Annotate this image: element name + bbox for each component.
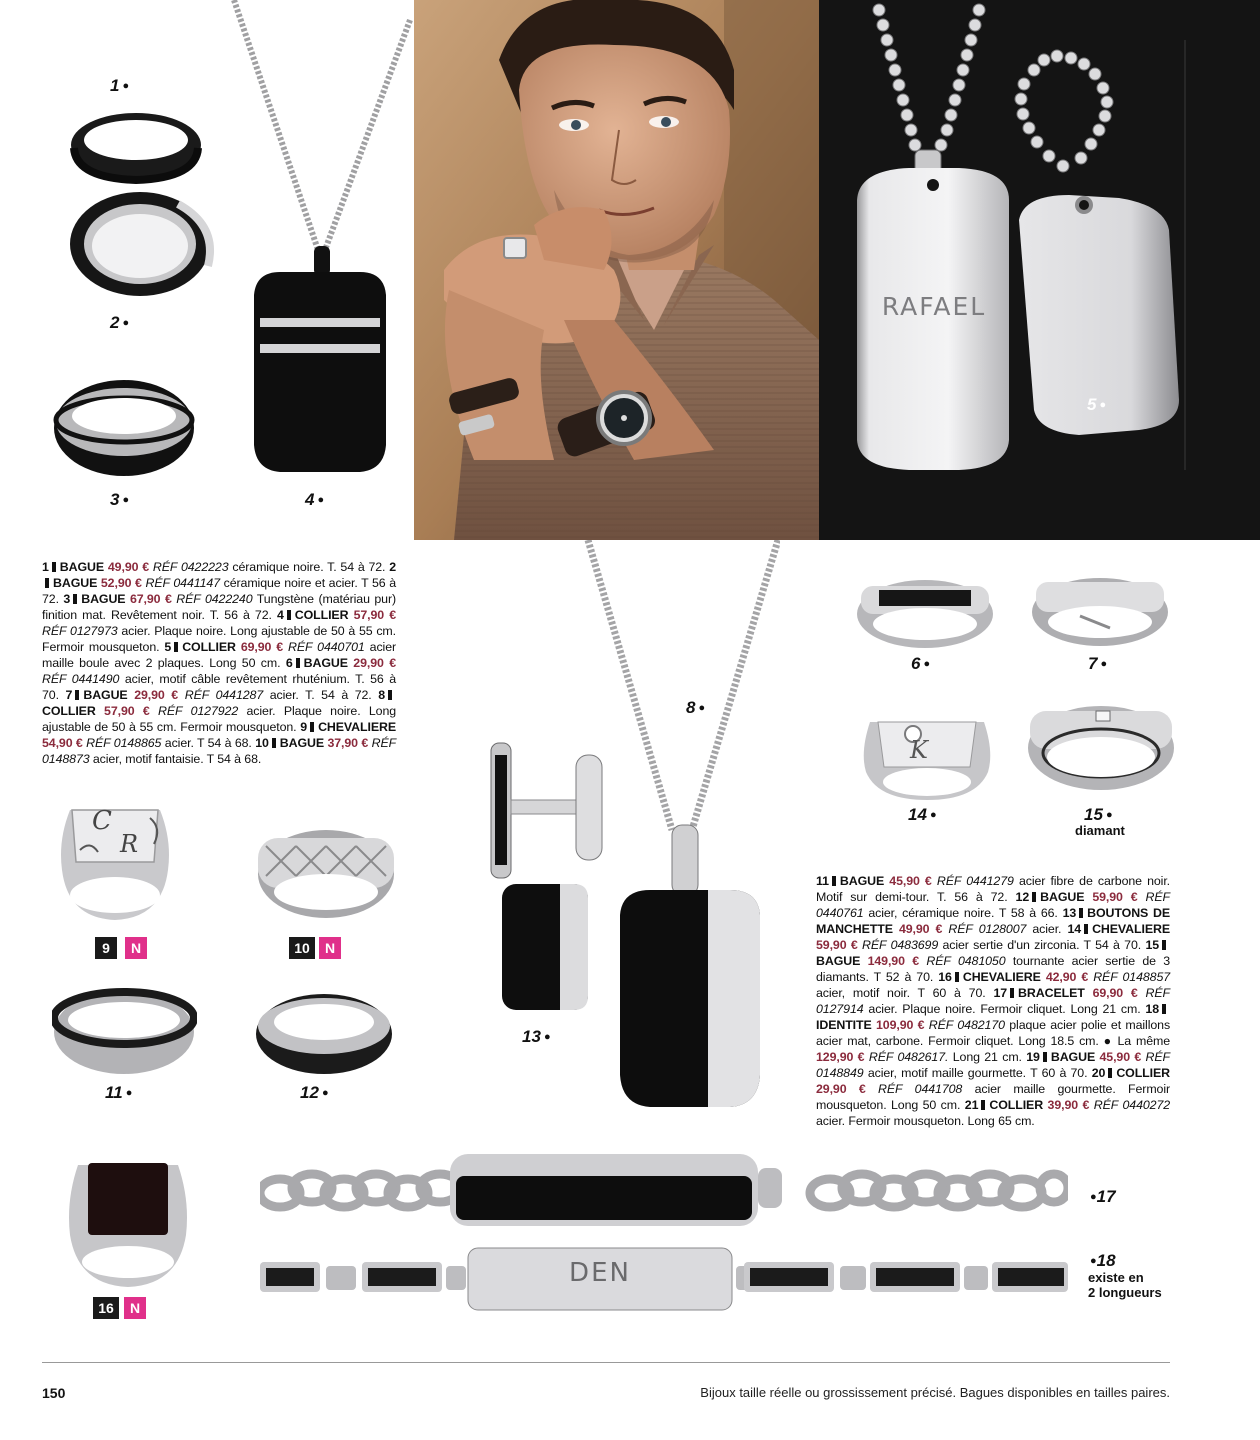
desc-separator [981,1100,985,1110]
desc-item-number: 12 [1015,890,1030,904]
desc-item-price: 45,90 € [889,874,932,888]
desc-separator [272,738,276,748]
desc-item-ref: RÉF 0127914 [816,986,1171,1016]
item-label-5: 5 ● [1087,395,1106,415]
desc-item-number: 14 [1067,922,1082,936]
desc-item-number: 8 [378,688,386,702]
ring-3-image [52,376,197,481]
item-label-14: 14 ● [908,805,937,825]
ring-2-image [68,186,218,301]
desc-item-text: acier sertie d'un zirconia. T 54 à 70. [942,938,1142,952]
item-label-12: 12 ● [300,1083,329,1103]
ring-12-image [254,986,394,1076]
badge-new-9: N [125,937,147,959]
desc-item-price: 49,90 € [898,922,943,936]
desc-item-price: 67,90 € [129,592,172,606]
cufflink-front-image [500,882,590,1012]
desc-item-ref: RÉF 0148873 [42,736,397,766]
desc-separator [75,690,79,700]
desc-item-number: 19 [1026,1050,1040,1064]
item-label-15: 15 ● [1084,805,1113,825]
desc-item-type: BAGUE [303,656,348,670]
desc-item-text: plaque acier polie et maillons acier mat, carbone. Fermoir cliquet. Long 18.5 cm. [816,1018,1171,1048]
desc-item-type: COLLIER [182,640,236,654]
desc-item-price: 69,90 € [1092,986,1138,1000]
desc-separator [832,876,836,886]
engraving-den: DEN [569,1258,631,1288]
desc-item-text: acier fibre de carbone noir. Motif sur demi-tour. T. 56 à 72. [816,874,1171,904]
desc-item-price: 29,90 € [353,656,396,670]
desc-separator [52,562,56,572]
desc-item-text: acier, motif noir. T 60 à 70. [816,986,986,1000]
desc-item-number: 21 [964,1098,979,1112]
desc-separator [955,972,959,982]
engraving-c: C [92,806,112,836]
item-label-18: ● 18 [1090,1251,1116,1271]
item-label-17: ● 17 [1090,1187,1116,1207]
desc-separator [174,642,178,652]
desc-separator [1162,1004,1166,1014]
desc-item-number: 17 [993,986,1008,1000]
desc-item-number: 4 [276,608,284,622]
desc-item-number: 10 [255,736,269,750]
desc-separator [73,594,77,604]
item-box-9: 9 [95,937,117,959]
item-box-16: 16 [93,1297,119,1319]
desc-item-price: 109,90 € [876,1018,925,1032]
ring-9-image [50,800,180,925]
desc-item-type: COLLIER [989,1098,1044,1112]
desc-item-number: 20 [1091,1066,1106,1080]
desc-item-ref: RÉF 0440761 [816,890,1171,920]
desc-item-text: acier maille gourmette. Fermoir mousqueton. Long 50 cm. [816,1082,1171,1112]
ring-15-image [1026,703,1176,793]
desc-item-number: 7 [65,688,73,702]
label-existe-en: existe en [1088,1270,1144,1285]
desc-item-text: acier. T 54 à 68. [164,736,252,750]
desc-item-ref: RÉF 0440701 [287,640,365,654]
engraving-rafael: RAFAEL [881,292,987,321]
ring-6-image [855,578,995,650]
desc-item-extra-prefix: La même [1117,1034,1171,1048]
desc-item-type: CHEVALIERE [1092,922,1171,936]
desc-item-type: BAGUE [83,688,128,702]
desc-item-price: 29,90 € [816,1082,866,1096]
desc-item-price: 52,90 € [100,576,142,590]
desc-separator [296,658,300,668]
desc-separator [287,610,291,620]
desc-separator [1079,908,1083,918]
desc-item-ref: RÉF 0148849 [816,1050,1171,1080]
desc-item-price: 45,90 € [1099,1050,1142,1064]
desc-item-type: BOUTONS DE MANCHETTE [816,906,1171,936]
desc-item-text: acier, céramique noire. T 58 à 66. [868,906,1058,920]
desc-item-type: CHEVALIERE [318,720,397,734]
desc-item-type: BAGUE [59,560,105,574]
ring-16-image [58,1160,198,1290]
desc-item-extra-price: 129,90 € [816,1050,865,1064]
desc-item-ref: RÉF 0148857 [1093,970,1171,984]
item-label-2: 2 ● [110,313,129,333]
item-label-1: 1 ● [110,76,129,96]
ring-7-image [1030,576,1170,648]
desc-item-text: acier. Plaque noire. Long ajustable de 50 à 55 cm. Fermoir mousqueton. [42,704,397,734]
item-label-6: 6 ● [911,654,930,674]
desc-item-type: COLLIER [42,704,96,718]
desc-item-text: acier. Plaque noire. Fermoir cliquet. Long 21 cm. [868,1002,1141,1016]
desc-item-price: 42,90 € [1045,970,1089,984]
desc-item-ref: RÉF 0441287 [184,688,264,702]
desc-item-text: acier. Plaque noire. Long ajustable de 50 à 55 cm. Fermoir mousqueton. [42,624,396,654]
desc-separator [1084,924,1088,934]
item-label-3: 3 ● [110,490,129,510]
desc-item-ref: RÉF 0441490 [42,672,120,686]
desc-item-type: COLLIER [1116,1066,1171,1080]
engraving-k: K [910,736,928,764]
desc-item-type: BRACELET [1018,986,1085,1000]
ring-1-image [66,100,206,190]
desc-item-number: 15 [1145,938,1160,952]
desc-separator [1162,940,1166,950]
desc-item-text: acier maille boule avec 2 plaques. Long 50 cm. [42,640,397,670]
desc-item-number: 1 [42,560,49,574]
desc-item-text: acier. Fermoir mousqueton. Long 65 cm. [816,1114,1035,1128]
desc-item-ref: RÉF 0127973 [42,624,118,638]
desc-item-ref: RÉF 0482170 [928,1018,1005,1032]
desc-item-number: 2 [389,560,397,574]
description-block-right: 11 BAGUE 45,90 € RÉF 0441279 acier fibre de carbone noir. Motif sur demi-tour. T. 56 à 72. 12 BAGUE 59,90 € RÉF 0440761 acier, céramique noire. T 58 à 66. 13 BOUTONS DE MANCHETTE 49,90 € RÉF 0128007 acier. 14 CHEVALIERE 59,90 € RÉF 0483699 acier sertie d'un zirconia. T 54 à 70. 15BAGUE 149,90 € RÉF 0481050 tournante acier sertie de 3 diamants. T 52 à 70. 16 CHEVALIERE 42,90 € RÉF 0148857 acier, motif noir. T 60 à 70. 17 BRACELET 69,90 € RÉF 0127914 acier. Plaque noire. Fermoir cliquet. Long 21 cm. 18IDENTITE 109,90 € RÉF 0482170 plaque acier polie et maillons acier mat, carbone. Fermoir cliquet. Long 18.5 cm. ● La même 129,90 € RÉF 0482617. Long 21 cm. 19 BAGUE 45,90 € RÉF 0148849 acier, motif maille gourmette. T 60 à 70. 20 COLLIER 29,90 € RÉF 0441708 acier maille gourmette. Fermoir mousqueton. Long 50 cm. 21 COLLIER 39,90 € RÉF 0440272 acier. Fermoir mousqueton. Long 65 cm. [816,874,1171,1128]
desc-item-price: 57,90 € [353,608,397,622]
desc-item-ref: RÉF 0127922 [158,704,239,718]
description-block-left [42,559,396,767]
desc-item-text: céramique noire. T. 54 à 72. [232,560,386,574]
desc-item-number: 18 [1145,1002,1160,1016]
model-photo [414,0,819,540]
desc-item-number: 9 [300,720,308,734]
page-number: 150 [42,1385,66,1401]
desc-separator [388,690,392,700]
desc-item-price: 57,90 € [104,704,150,718]
item-label-8: 8 ● [686,698,705,718]
desc-separator [45,578,49,588]
desc-item-type: BAGUE [279,736,325,750]
cufflink-side-image [486,735,606,880]
desc-item-price: 69,90 € [240,640,284,654]
label-deux-longueurs: 2 longueurs [1088,1285,1162,1300]
desc-item-number: 3 [63,592,71,606]
ring-11-image [52,982,197,1077]
desc-item-text: acier, motif maille gourmette. T 60 à 70. [867,1066,1088,1080]
item-label-4: 4 ● [305,490,324,510]
desc-item-text: tournante acier sertie de 3 diamants. T 52 à 70. [816,954,1171,984]
desc-separator [310,722,314,732]
desc-item-price: 49,90 € [107,560,150,574]
desc-item-text: acier. [1032,922,1062,936]
desc-item-extra-text: Long 21 cm. [952,1050,1022,1064]
desc-item-price: 59,90 € [816,938,858,952]
dog-tags-photo [819,0,1260,540]
desc-item-type: BAGUE [1040,890,1085,904]
desc-item-ref: RÉF 0441147 [145,576,220,590]
desc-item-text: acier, motif câble revêtement rhuténium. T. 56 à 70. [42,672,397,702]
item-label-7: 7 ● [1088,654,1107,674]
desc-item-text: acier, motif fantaisie. T 54 à 68. [92,752,262,766]
desc-item-price: 54,90 € [42,736,83,750]
label-diamant: diamant [1075,823,1125,838]
desc-item-type: COLLIER [294,608,349,622]
desc-item-type: BAGUE [839,874,885,888]
desc-separator [1043,1052,1047,1062]
desc-item-type: BAGUE [53,576,98,590]
desc-item-price: 59,90 € [1092,890,1138,904]
desc-item-ref: RÉF 0128007 [948,922,1027,936]
desc-separator [1108,1068,1112,1078]
desc-item-price: 29,90 € [134,688,179,702]
desc-item-number: 5 [164,640,172,654]
desc-item-ref: RÉF 0422223 [152,560,229,574]
necklace-4-image [220,0,415,480]
desc-item-number: 16 [938,970,952,984]
desc-item-number: 6 [285,656,293,670]
desc-item-type: BAGUE [81,592,126,606]
desc-item-ref: RÉF 0422240 [176,592,253,606]
desc-item-price: 39,90 € [1047,1098,1090,1112]
desc-item-price: 37,90 € [327,736,369,750]
footer-divider [42,1362,1170,1363]
badge-new-10: N [319,937,341,959]
desc-item-text: céramique noire et acier. T 56 à 72. [42,576,396,606]
item-label-11: 11 ● [105,1083,132,1103]
item-label-13: 13 ● [522,1027,551,1047]
desc-item-text: acier. T. 54 à 72. [269,688,372,702]
desc-item-type: BAGUE [816,954,861,968]
footer-note: Bijoux taille réelle ou grossissement précisé. Bagues disponibles en tailles paires. [700,1385,1170,1400]
desc-item-ref: RÉF 0481050 [926,954,1006,968]
desc-item-ref: RÉF 0441708 [878,1082,963,1096]
desc-item-text: Tungstène (matériau pur) finition mat. Revêtement noir. T. 56 à 72. [42,592,396,622]
desc-item-price: 149,90 € [867,954,920,968]
desc-separator [1032,892,1036,902]
bracelet-17-image [260,1138,1068,1243]
desc-item-ref: RÉF 0483699 [861,938,939,952]
desc-item-type: IDENTITE [816,1018,872,1032]
item-box-10: 10 [289,937,315,959]
engraving-r: R [120,830,139,858]
desc-item-type: BAGUE [1050,1050,1096,1064]
desc-separator [1010,988,1014,998]
desc-item-type: CHEVALIERE [962,970,1041,984]
desc-item-ref: RÉF 0441279 [936,874,1014,888]
desc-item-ref: RÉF 0148865 [86,736,162,750]
desc-item-ref: RÉF 0440272 [1093,1098,1171,1112]
badge-new-16: N [124,1297,146,1319]
necklace-8-image [580,540,780,1110]
desc-item-number: 11 [816,874,829,888]
desc-item-extra-ref: RÉF 0482617. [868,1050,949,1064]
ring-10-image [256,826,396,921]
desc-item-number: 13 [1062,906,1077,920]
